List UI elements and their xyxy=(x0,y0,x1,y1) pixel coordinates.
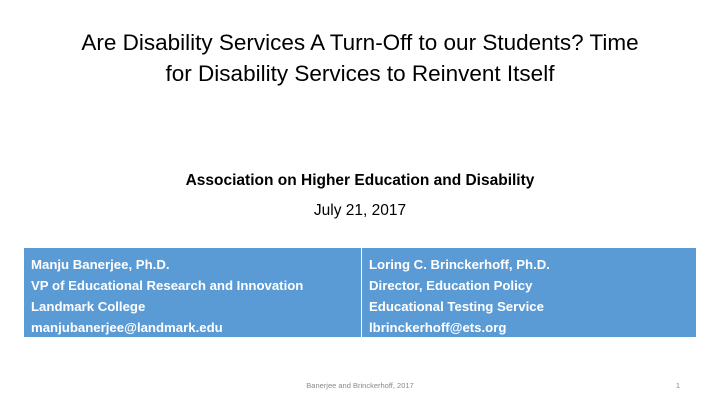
author-title: Director, Education Policy xyxy=(369,278,533,293)
author-email: manjubanerjee@landmark.edu xyxy=(31,320,223,335)
slide-title-line-1: Are Disability Services A Turn-Off to our Students? Time xyxy=(81,30,639,55)
author-institution: Educational Testing Service xyxy=(369,299,544,314)
author-card-brinckerhoff xyxy=(362,248,696,337)
organization-name: Association on Higher Education and Disability xyxy=(185,172,535,189)
author-name: Manju Banerjee, Ph.D. xyxy=(31,257,170,272)
presentation-date: July 21, 2017 xyxy=(313,202,407,219)
author-email: lbrinckerhoff@ets.org xyxy=(369,320,507,335)
slide-title xyxy=(40,27,680,89)
author-card-banerjee xyxy=(24,248,361,337)
author-name: Loring C. Brinckerhoff, Ph.D. xyxy=(369,257,550,272)
slide-footer: Banerjee and Brinckerhoff, 2017 xyxy=(306,381,414,390)
slide-title-line-2: for Disability Services to Reinvent Itself xyxy=(165,61,555,86)
page-number: 1 xyxy=(675,381,680,390)
author-title: VP of Educational Research and Innovation xyxy=(31,278,304,293)
author-institution: Landmark College xyxy=(31,299,146,314)
authors-table xyxy=(24,248,696,337)
